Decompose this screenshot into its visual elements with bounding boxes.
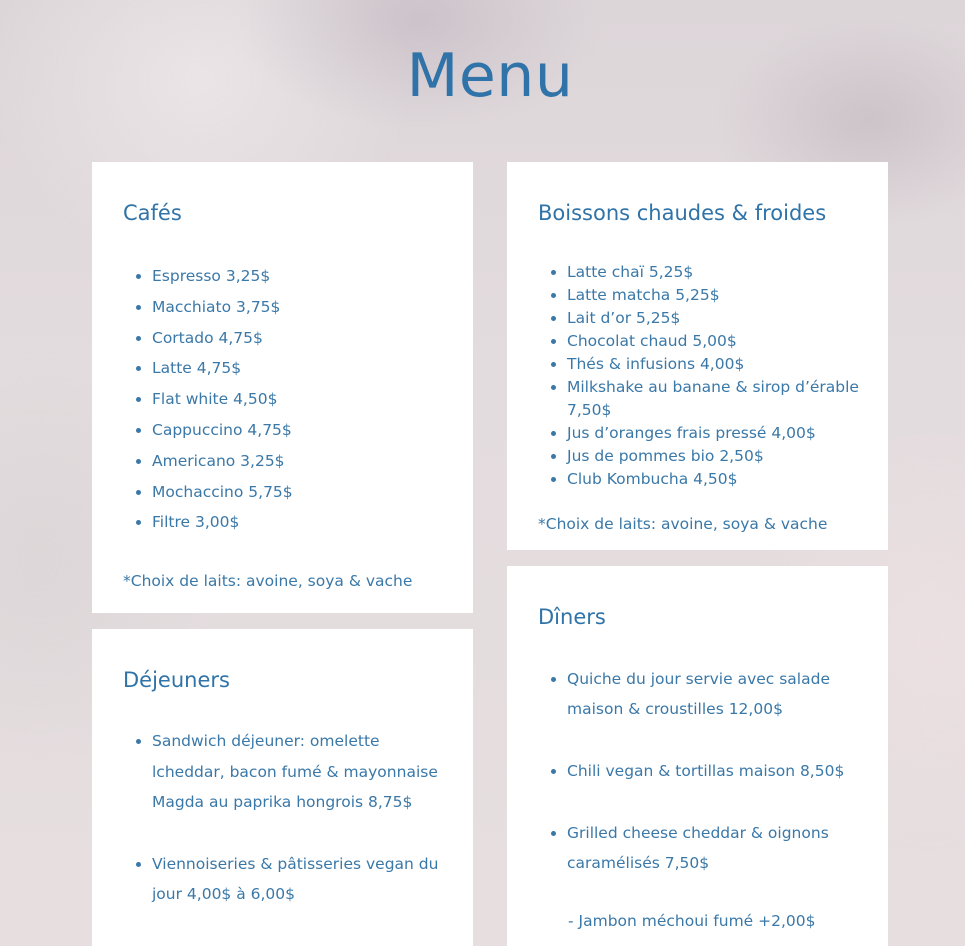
list-item: • Latte matcha 5,25$ [567, 284, 870, 307]
boissons-heading: Boissons chaudes & froides [538, 201, 827, 225]
list-item: • Espresso 3,25$ [152, 261, 455, 292]
list-item: • Thés & infusions 4,00$ [567, 353, 870, 376]
list-item: • Viennoiseries & pâtisseries vegan du jour 4,00$ à 6,00$ [152, 849, 455, 910]
list-item: • Lait d’or 5,25$ [567, 307, 870, 330]
list-item: • Sandwich déjeuner: omelette lcheddar, bacon fumé & mayonnaise Magda au paprika hongrois 8,75$ [152, 726, 455, 818]
cafes-card [92, 162, 473, 613]
list-item: • Americano 3,25$ [152, 446, 455, 477]
dejeuners-heading: Déjeuners [123, 668, 230, 692]
milk-choice-note: *Choix de laits: avoine, soya & vache [123, 572, 413, 590]
boissons-card [507, 162, 888, 550]
list-item: • Grilled cheese cheddar & oignons caramélisés 7,50$ [567, 818, 870, 878]
milk-choice-note: *Choix de laits: avoine, soya & vache [538, 515, 828, 533]
list-item: • Quiche du jour servie avec salade maison & croustilles 12,00$ [567, 664, 870, 724]
list-item: • Latte 4,75$ [152, 353, 455, 384]
cafes-list [123, 261, 455, 538]
list-item: • Club Kombucha 4,50$ [567, 468, 870, 491]
page-title: Menu [406, 41, 574, 111]
diners-card [507, 566, 888, 946]
list-item: • Cappuccino 4,75$ [152, 415, 455, 446]
cafes-heading: Cafés [123, 201, 182, 225]
dejeuners-list [123, 726, 455, 941]
list-item: • Macchiato 3,75$ [152, 292, 455, 323]
diners-list [538, 664, 870, 910]
list-item: • Latte chaï 5,25$ [567, 261, 870, 284]
diners-heading: Dîners [538, 605, 606, 629]
list-item: • Jus d’oranges frais pressé 4,00$ [567, 422, 870, 445]
boissons-list [538, 261, 870, 491]
diners-sub-item: - Jambon méchoui fumé +2,00$ [568, 912, 816, 930]
list-item: • Mochaccino 5,75$ [152, 477, 455, 508]
list-item: • Filtre 3,00$ [152, 507, 455, 538]
list-item: • Cortado 4,75$ [152, 323, 455, 354]
dejeuners-card [92, 629, 473, 946]
list-item: • Jus de pommes bio 2,50$ [567, 445, 870, 468]
list-item: • Flat white 4,50$ [152, 384, 455, 415]
list-item: • Chili vegan & tortillas maison 8,50$ [567, 756, 870, 786]
list-item: • Chocolat chaud 5,00$ [567, 330, 870, 353]
list-item: • Milkshake au banane & sirop d’érable 7,50$ [567, 376, 870, 422]
